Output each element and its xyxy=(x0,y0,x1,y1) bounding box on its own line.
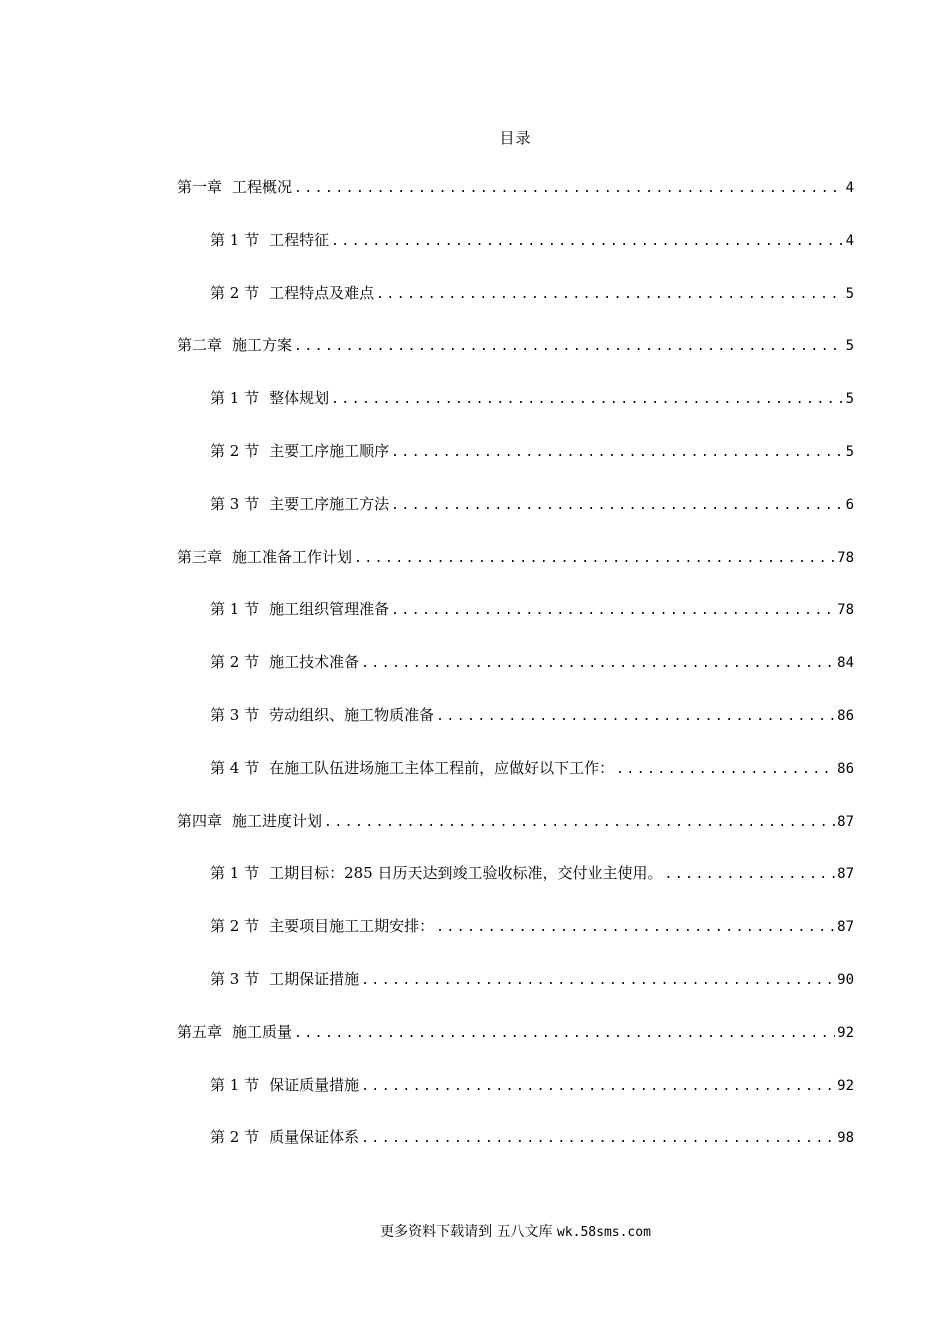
toc-entry-page-number: 86 xyxy=(837,760,854,777)
toc-entry-text: 工程特点及难点 xyxy=(269,283,375,302)
footer-link[interactable]: wk.58sms.com xyxy=(556,1225,651,1240)
toc-entry-page-number: 6 xyxy=(845,496,854,513)
toc-entry-text: 主要项目施工工期安排： xyxy=(269,917,435,936)
toc-entry-text: 工期保证措施 xyxy=(269,970,360,988)
toc-entry-page-number: 86 xyxy=(837,708,854,724)
toc-entry-page-number: 98 xyxy=(837,1130,854,1147)
toc-section-entry[interactable] xyxy=(210,862,854,884)
dot-leader xyxy=(391,600,835,622)
toc-entry-text: 在施工队伍进场施工主体工程前，应做好以下工作： xyxy=(269,758,615,777)
toc-entry-number: 第 3 节 xyxy=(210,494,260,513)
toc-entry-number: 第 3 节 xyxy=(210,706,260,724)
toc-entry-page-number: 4 xyxy=(845,180,854,196)
toc-entry-number: 第五章 xyxy=(177,1022,223,1041)
toc-entry-text: 施工方案 xyxy=(232,336,293,355)
toc-entry-page-number: 78 xyxy=(837,549,854,566)
toc-entry-page-number: 5 xyxy=(845,444,854,460)
toc-section-entry[interactable] xyxy=(210,598,854,620)
toc-entry-label xyxy=(210,651,359,673)
toc-entry-number: 第二章 xyxy=(177,336,223,355)
toc-entry-label xyxy=(210,1126,359,1148)
toc-entry-label xyxy=(210,493,389,515)
dot-leader xyxy=(361,1076,835,1098)
toc-section-entry[interactable] xyxy=(210,493,854,515)
toc-section-entry[interactable] xyxy=(210,704,854,726)
dot-leader xyxy=(361,970,835,992)
dot-leader xyxy=(391,495,843,517)
toc-section-entry[interactable] xyxy=(210,968,854,990)
toc-entry-page-number: 78 xyxy=(837,602,854,619)
toc-entry-text: 主要工序施工方法 xyxy=(269,494,390,513)
toc-entry-number: 第 2 节 xyxy=(210,1128,260,1147)
toc-entry-text: 整体规划 xyxy=(269,389,330,408)
toc-entry-number: 第四章 xyxy=(177,811,223,830)
toc-entry-number: 第 1 节 xyxy=(210,389,260,408)
dot-leader xyxy=(616,759,835,781)
toc-section-entry[interactable] xyxy=(210,1126,854,1148)
toc-entry-page-number: 87 xyxy=(837,919,854,936)
toc-entry-number: 第 1 节 xyxy=(210,1075,260,1094)
toc-chapter-entry[interactable] xyxy=(177,810,854,832)
toc-entry-label xyxy=(210,598,389,620)
toc-section-entry[interactable] xyxy=(210,651,854,673)
toc-entry-number: 第 2 节 xyxy=(210,283,260,302)
toc-entry-page-number: 92 xyxy=(837,1077,854,1094)
dot-leader xyxy=(294,1023,835,1045)
toc-entry-label xyxy=(210,282,374,304)
dot-leader xyxy=(376,284,843,306)
toc-entry-page-number: 5 xyxy=(845,338,854,355)
footer-text: 更多资料下载请到 五八文库 xyxy=(380,1224,553,1240)
toc-entry-text: 施工质量 xyxy=(232,1022,293,1041)
toc-entry-text: 施工准备工作计划 xyxy=(232,547,353,566)
toc-section-entry[interactable] xyxy=(210,282,854,304)
dot-leader xyxy=(665,864,836,886)
toc-chapter-entry[interactable] xyxy=(177,334,854,356)
toc-entry-text: 施工组织管理准备 xyxy=(269,600,390,619)
toc-chapter-entry[interactable] xyxy=(177,1021,854,1043)
toc-entry-number: 第 2 节 xyxy=(210,442,260,460)
toc-entry-label xyxy=(210,704,434,726)
toc-chapter-entry[interactable] xyxy=(177,546,854,568)
dot-leader xyxy=(361,653,835,675)
toc-entry-label xyxy=(210,968,359,990)
toc-entry-page-number: 87 xyxy=(837,866,854,883)
toc-entry-text: 工程特征 xyxy=(269,230,330,249)
dot-leader xyxy=(324,812,835,834)
toc-entry-label xyxy=(177,810,322,832)
toc-entry-number: 第 4 节 xyxy=(210,758,260,777)
toc-entry-page-number: 84 xyxy=(837,655,854,672)
dot-leader xyxy=(436,917,835,939)
toc-entry-label xyxy=(210,229,329,251)
toc-section-entry[interactable] xyxy=(210,229,854,251)
toc-entry-number: 第 1 节 xyxy=(210,864,260,883)
toc-entry-label xyxy=(177,334,292,356)
toc-entry-label xyxy=(177,1021,292,1043)
toc-entry-number: 第 1 节 xyxy=(210,600,260,619)
dot-leader xyxy=(331,231,843,253)
dot-leader xyxy=(331,389,843,411)
toc-entry-label xyxy=(177,176,292,198)
toc-entry-label xyxy=(210,440,389,462)
toc-entry-text: 主要工序施工顺序 xyxy=(269,442,390,460)
dot-leader xyxy=(294,178,844,200)
toc-section-entry[interactable] xyxy=(210,757,854,779)
dot-leader xyxy=(354,548,835,570)
toc-entry-page-number: 92 xyxy=(837,1024,854,1041)
toc-entry-label xyxy=(177,546,352,568)
dot-leader xyxy=(294,336,844,358)
toc-entry-text: 保证质量措施 xyxy=(269,1075,360,1094)
toc-entry-number: 第 3 节 xyxy=(210,970,260,988)
dot-leader xyxy=(391,442,843,464)
dot-leader xyxy=(361,1128,835,1150)
toc-chapter-entry[interactable] xyxy=(177,176,854,198)
toc-section-entry[interactable] xyxy=(210,1074,854,1096)
toc-entry-number: 第 1 节 xyxy=(210,230,260,249)
toc-title: 目录 xyxy=(499,129,532,147)
toc-entry-page-number: 5 xyxy=(845,391,854,408)
toc-entry-page-number: 87 xyxy=(837,813,854,830)
toc-entry-number: 第 2 节 xyxy=(210,653,260,672)
toc-entry-text: 工程概况 xyxy=(232,178,293,196)
toc-section-entry[interactable] xyxy=(210,440,854,462)
toc-entry-text: 施工技术准备 xyxy=(269,653,360,672)
toc-entry-text: 劳动组织、施工物质准备 xyxy=(269,706,435,724)
toc-entry-label xyxy=(210,862,663,884)
toc-section-entry[interactable] xyxy=(210,387,854,409)
toc-entry-label xyxy=(210,1074,359,1096)
footer xyxy=(0,1221,950,1241)
dot-leader xyxy=(436,706,835,728)
toc-entry-page-number: 90 xyxy=(837,972,854,988)
toc-entry-page-number: 5 xyxy=(845,285,854,302)
toc-entry-label xyxy=(210,915,434,937)
toc-entry-text: 工期目标：285 日历天达到竣工验收标准，交付业主使用。 xyxy=(269,864,663,883)
toc-entry-text: 质量保证体系 xyxy=(269,1128,360,1147)
toc-entry-number: 第 2 节 xyxy=(210,917,260,936)
toc-entry-page-number: 4 xyxy=(845,232,854,249)
toc-entry-number: 第三章 xyxy=(177,547,223,566)
toc-entry-label xyxy=(210,757,614,779)
toc-entry-label xyxy=(210,387,329,409)
toc-section-entry[interactable] xyxy=(210,915,854,937)
toc-entry-number: 第一章 xyxy=(177,178,223,196)
toc-entry-text: 施工进度计划 xyxy=(232,811,323,830)
